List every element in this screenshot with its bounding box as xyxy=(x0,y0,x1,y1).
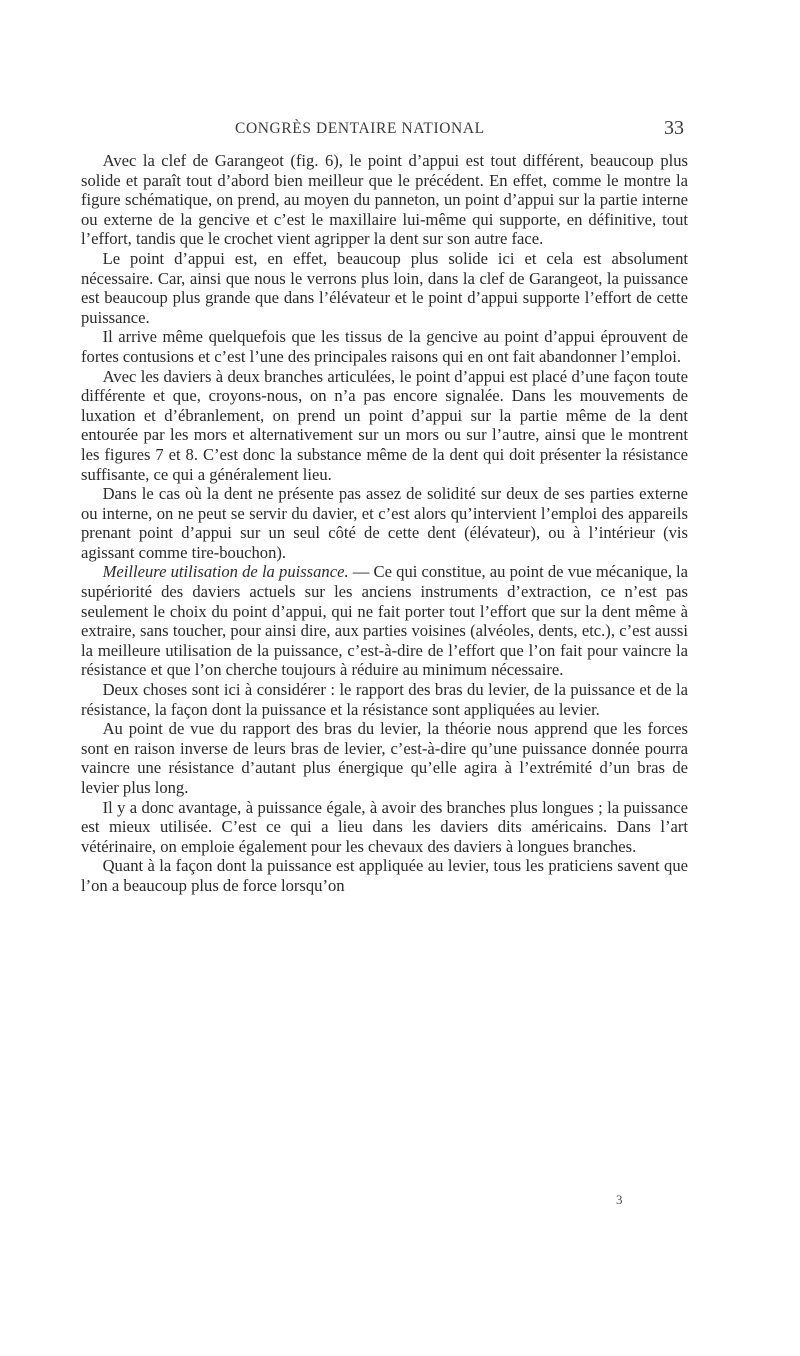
signature-mark: 3 xyxy=(616,1192,623,1207)
paragraph: Le point d’appui est, en effet, beaucoup plus solide ici et cela est absolument nécessaire. Car, ainsi que nous le verrons plus loin, dans la clef de Garangeot, la puissance est beaucoup plus grande que dans l’élévateur et le point d’appui supporte l’effort de cette puissance. xyxy=(81,248,688,327)
paragraph: Avec les daviers à deux branches articulées, le point d’appui est placé d’une façon toute différente et que, croyons-nous, on n’a pas encore signalée. Dans les mouvements de luxation et d’ébranlement, on prend un point d’appui sur la partie même de la dent entourée par les mors et alternativement sur un mors ou sur l’autre, ainsi que le montrent les figures 7 et 8. C’est donc la substance même de la dent qui doit présenter la résistance suffisante, ce qui a généralement lieu. xyxy=(81,366,688,484)
body-text xyxy=(81,151,688,896)
paragraph: Dans le cas où la dent ne présente pas assez de solidité sur deux de ses parties externe ou interne, on ne peut se servir du davier, et c’est alors qu’intervient l’emploi des appareils prenant point d’appui sur un seul côté de cette dent (élévateur), ou à l’intérieur (vis agissant comme tire-bouchon). xyxy=(81,484,688,562)
paragraph: Quant à la façon dont la puissance est appliquée au levier, tous les praticiens savent que l’on a beaucoup plus de force lorsqu’on xyxy=(81,856,688,895)
paragraph: Au point de vue du rapport des bras du levier, la théorie nous apprend que les forces sont en raison inverse de leurs bras de levier, c’est-à-dire qu’une puissance donnée pourra vaincre une résistance d’autant plus énergique qu’elle agira à l’extrémité d’un bras de levier plus long. xyxy=(81,719,688,797)
paragraph xyxy=(81,562,688,680)
page-number: 33 xyxy=(664,117,684,139)
paragraph: Il y a donc avantage, à puissance égale, à avoir des branches plus longues ; la puissance est mieux utilisée. C’est ce qui a lieu dans les daviers dits américains. Dans l’art vétérinaire, on emploie également pour les chevaux des daviers à longues branches. xyxy=(81,797,688,856)
paragraph: Avec la clef de Garangeot (fig. 6), le point d’appui est tout différent, beaucoup plus solide et paraît tout d’abord bien meilleur que le précédent. En effet, comme le montre la figure schématique, on prend, au moyen du panneton, un point d’appui sur la partie interne ou externe de la gencive et c’est le maxillaire lui-même qui supporte, en définitive, tout l’effort, tandis que le crochet vient agripper la dent sur son autre face. xyxy=(81,151,688,249)
paragraph: Il arrive même quelquefois que les tissus de la gencive au point d’appui éprouvent de fortes contusions et c’est l’une des principales raisons qui en ont fait abandonner l’emploi. xyxy=(81,327,688,366)
running-head: CONGRÈS DENTAIRE NATIONAL xyxy=(235,120,485,137)
paragraph: Deux choses sont ici à considérer : le rapport des bras du levier, de la puissance et de la résistance, la façon dont la puissance et la résistance sont appliquées au levier. xyxy=(81,680,688,719)
page-header xyxy=(0,117,800,144)
paragraph-text: — Ce qui constitue, au point de vue mécanique, la supériorité des daviers actuels sur les anciens instruments d’extraction, ce n’est pas seulement le choix du point d’appui, qui ne fait porter tout l’effort que sur la dent même à extraire, sans toucher, pour ainsi dire, aux parties voisines (alvéoles, dents, etc.), c’est aussi la meilleure utilisation de la puissance, c’est-à-dire de l’effort que l’on fait pour vaincre la résistance et que l’on cherche toujours à réduire au minimum nécessaire. xyxy=(81,562,688,680)
section-rubric: Meilleure utilisation de la puissance. xyxy=(102,562,349,582)
